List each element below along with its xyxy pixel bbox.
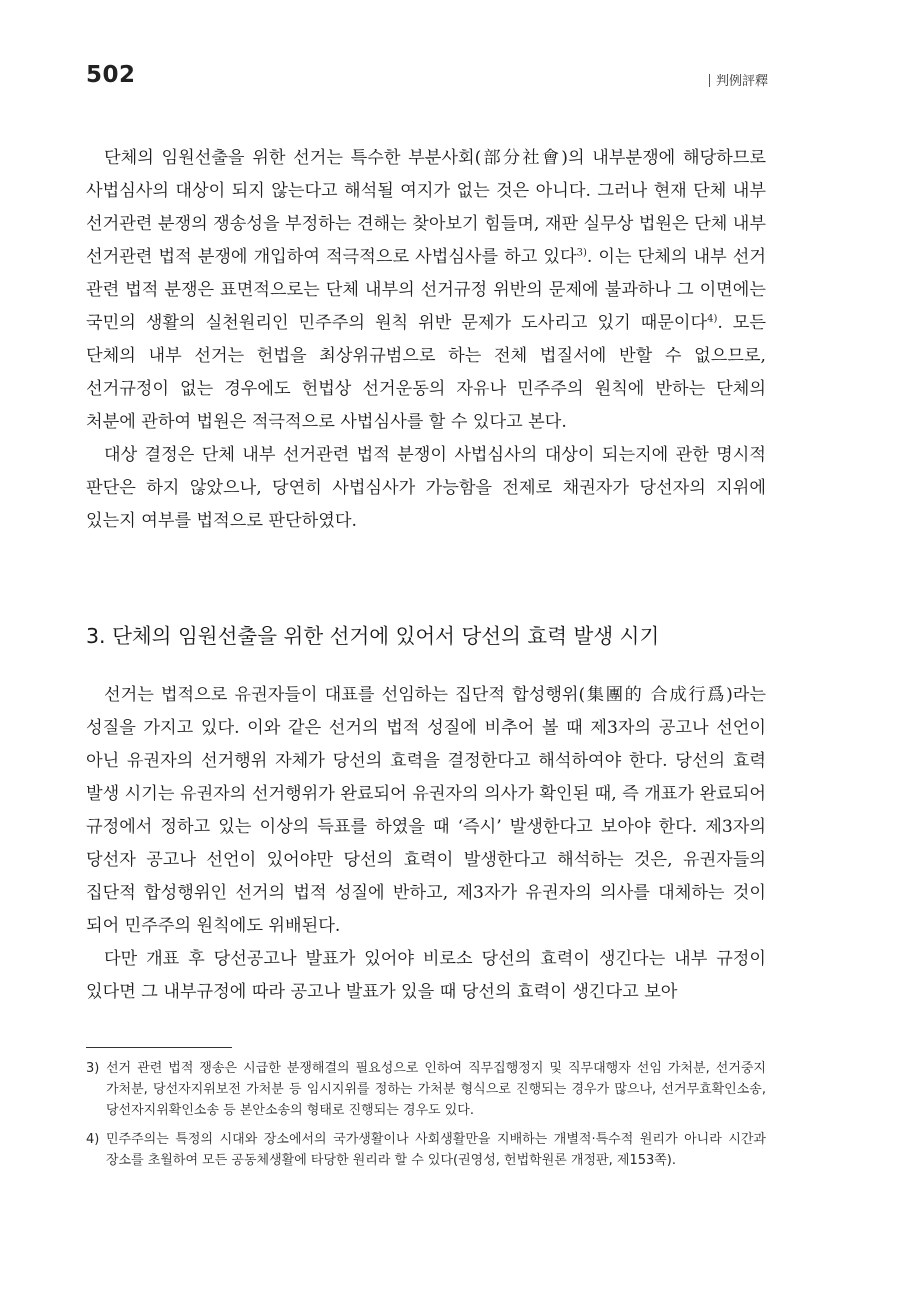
footnote-3 xyxy=(86,1058,766,1121)
footnotes xyxy=(86,1058,766,1179)
running-head-title: 判例評釋 xyxy=(715,74,768,89)
paragraph-text: 대상 결정은 단체 내부 선거관련 법적 분쟁이 사법심사의 대상이 되는지에 관한 명시적 판단은 하지 않았으나, 당연히 사법심사가 가능함을 전제로 채권자가 당선자의 지위에 있는지 여부를 법적으로 판단하였다. xyxy=(86,445,766,531)
footnote-ref-4: 4) xyxy=(707,313,718,325)
footnote-number: 3) xyxy=(86,1061,100,1076)
footnote-text: 민주주의는 특정의 시대와 장소에서의 국가생활이나 사회생활만을 지배하는 개별적·특수적 원리가 아니라 시간과 장소를 초월하여 모든 공동체생활에 타당한 원리라 할 수 있다(권영성, 헌법학원론 개정판, 제153쪽). xyxy=(106,1132,766,1168)
paragraph xyxy=(86,439,766,538)
footnote-4 xyxy=(86,1129,766,1171)
footnote-text: 선거 관련 법적 쟁송은 시급한 분쟁해결의 필요성으로 인하여 직무집행정지 및 직무대행자 선임 가처분, 선거중지 가처분, 당선자지위보전 가처분 등 임시지위를 정하는 가처분 형식으로 진행되는 경우가 많으나, 선거무효확인소송, 당선자지위확인소송 등 본안소송의 형태로 진행되는 경우도 있다. xyxy=(106,1061,766,1118)
body-text-top xyxy=(86,142,766,538)
paragraph-text: 단체의 임원선출을 위한 선거는 특수한 부분사회(部分社會)의 내부분쟁에 해당하므로 사법심사의 대상이 되지 않는다고 해석될 여지가 없는 것은 아니다. 그러나 현재 단체 내부 선거관련 분쟁의 쟁송성을 부정하는 견해는 찾아보기 힘들며, 재판 실무상 법원은 단체 내부 선거관련 법적 분쟁에 개입하여 적극적으로 사법심사를 하고 있다 xyxy=(86,148,766,267)
paragraph xyxy=(86,679,766,943)
page-number: 502 xyxy=(86,62,136,88)
running-head xyxy=(709,70,768,89)
running-head-divider xyxy=(709,74,710,87)
footnote-ref-3: 3) xyxy=(576,247,587,259)
paragraph-text: . 이는 단체의 내부 선거 관련 법적 분쟁은 표면적으로는 단체 내부의 선거규정 위반의 문제에 불과하나 그 이면에는 국민의 생활의 실천원리인 민주주의 원칙 위반 문제가 도사리고 있기 때문이다 xyxy=(86,247,766,333)
paragraph-text: . 모든 단체의 내부 선거는 헌법을 최상위규범으로 하는 전체 법질서에 반할 수 없으므로, 선거규정이 없는 경우에도 헌법상 선거운동의 자유나 민주주의 원칙에 반하는 단체의 처분에 관하여 법원은 적극적으로 사법심사를 할 수 있다고 본다. xyxy=(86,313,766,432)
section-heading: 3. 단체의 임원선출을 위한 선거에 있어서 당선의 효력 발생 시기 xyxy=(86,624,660,648)
paragraph-text: 다만 개표 후 당선공고나 발표가 있어야 비로소 당선의 효력이 생긴다는 내부 규정이 있다면 그 내부규정에 따라 공고나 발표가 있을 때 당선의 효력이 생긴다고 보아 xyxy=(86,949,766,1002)
paragraph-text: 선거는 법적으로 유권자들이 대표를 선임하는 집단적 합성행위(集團的 合成行爲)라는 성질을 가지고 있다. 이와 같은 선거의 법적 성질에 비추어 볼 때 제3자의 공고나 선언이 아닌 유권자의 선거행위 자체가 당선의 효력을 결정한다고 해석하여야 한다. 당선의 효력 발생 시기는 유권자의 선거행위가 완료되어 유권자의 의사가 확인된 때, 즉 개표가 완료되어 규정에서 정하고 있는 이상의 득표를 하였을 때 ‘즉시’ 발생한다고 보아야 한다. 제3자의 당선자 공고나 선언이 있어야만 당선의 효력이 발생한다고 해석하는 것은, 유권자들의 집단적 합성행위인 선거의 법적 성질에 반하고, 제3자가 유권자의 의사를 대체하는 것이 되어 민주주의 원칙에도 위배된다. xyxy=(86,685,766,936)
footnote-divider xyxy=(86,1047,232,1048)
paragraph xyxy=(86,943,766,1009)
paragraph xyxy=(86,142,766,439)
body-text-bottom xyxy=(86,679,766,1009)
footnote-number: 4) xyxy=(86,1132,100,1147)
